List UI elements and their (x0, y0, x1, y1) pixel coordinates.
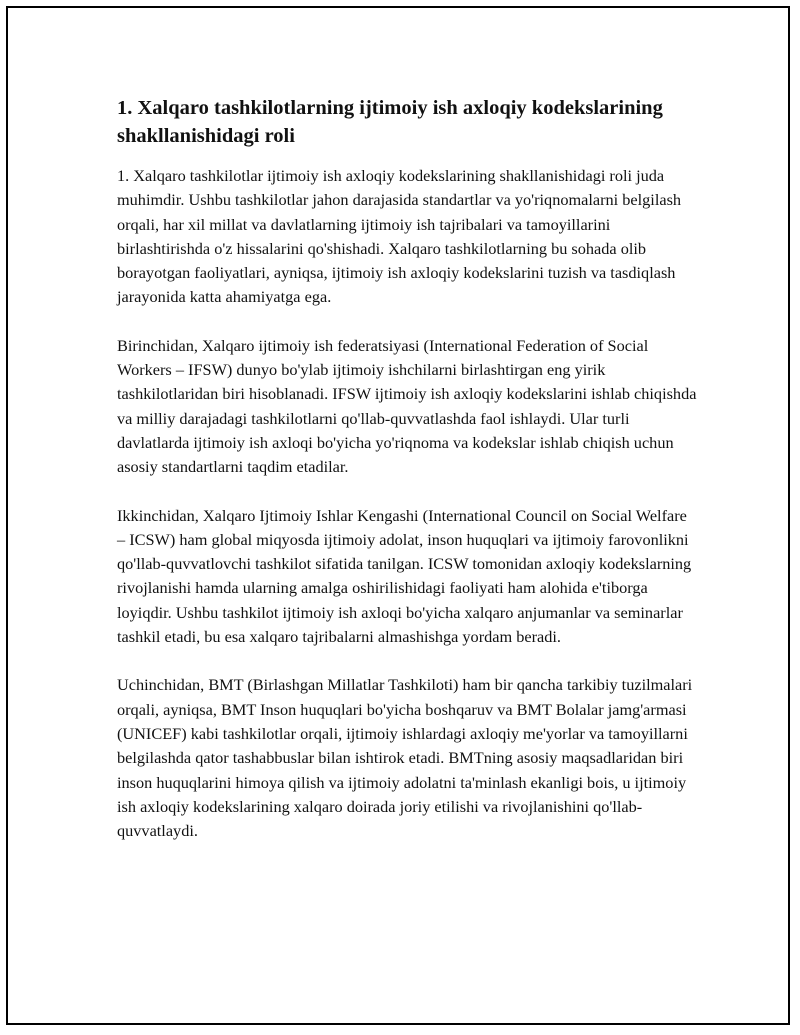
page-title: 1. Xalqaro tashkilotlarning ijtimoiy ish axloqiy kodekslarining shakllanishidagi roli (117, 97, 663, 147)
paragraph-ifsw: Birinchidan, Xalqaro ijtimoiy ish federatsiyasi (International Federation of Social Workers – IFSW) dunyo bo'ylab ijtimoiy ishchilarni birlashtirgan eng yirik tashkilotlaridan biri hisoblanadi. IFSW ijtimoiy ish axloqiy kodekslarini ishlab chiqishda va milliy darajadagi tashkilotlarni qo'llab-quvvatlashda faol ishlaydi. Ular turli davlatlarda ijtimoiy ish axloqi bo'yicha yo'riqnoma va kodekslar ishlab chiqish uchun asosiy standartlarni taqdim etadilar. (117, 335, 697, 477)
paragraph-bmt: Uchinchidan, BMT (Birlashgan Millatlar Tashkiloti) ham bir qancha tarkibiy tuzilmalari orqali, ayniqsa, BMT Inson huquqlari bo'yicha boshqaruv va BMT Bolalar jamg'armasi (UNICEF) kabi tashkilotlar orqali, ijtimoiy ishlardagi axloqiy me'yorlar va tamoyillarni belgilashda qator tashabbuslar bilan ishtirok etadi. BMTning asosiy maqsadlaridan biri inson huquqlarini himoya qilish va ijtimoiy adolatni ta'minlash ekanligi bois, u ijtimoiy ish axloqiy kodekslarining xalqaro doirada joriy etilishi va rivojlanishini qo'llab-quvvatlaydi. (117, 675, 693, 841)
paragraph-intro: 1. Xalqaro tashkilotlar ijtimoiy ish axloqiy kodekslarining shakllanishidagi roli juda muhimdir. Ushbu tashkilotlar jahon darajasida standartlar va yo'riqnomalarni belgilash orqali, har xil millat va davlatlarning ijtimoiy ish tajribalari va tamoyillarini birlashtirishda o'z hissalarini qo'shishadi. Xalqaro tashkilotlarning bu sohada olib borayotgan faoliyatlari, ayniqsa, ijtimoiy ish axloqiy kodekslarini tuzish va tasdiqlash jarayonida katta ahamiyatga ega. (117, 166, 682, 307)
paragraph-icsw: Ikkinchidan, Xalqaro Ijtimoiy Ishlar Kengashi (International Council on Social Welfare – ICSW) ham global miqyosda ijtimoiy adolat, inson huquqlari va ijtimoiy farovonlikni qo'llab-quvvatlovchi tashkilot sifatida tanilgan. ICSW tomonidan axloqiy kodekslarning rivojlanishi hamda ularning amalga oshirilishidagi faoliyati ham alohida e'tiborga loyiqdir. Ushbu tashkilot ijtimoiy ish axloqi bo'yicha xalqaro anjumanlar va seminarlar tashkil etadi, bu esa xalqaro tajribalarni almashishga yordam beradi. (117, 505, 692, 647)
document-body (117, 94, 697, 867)
